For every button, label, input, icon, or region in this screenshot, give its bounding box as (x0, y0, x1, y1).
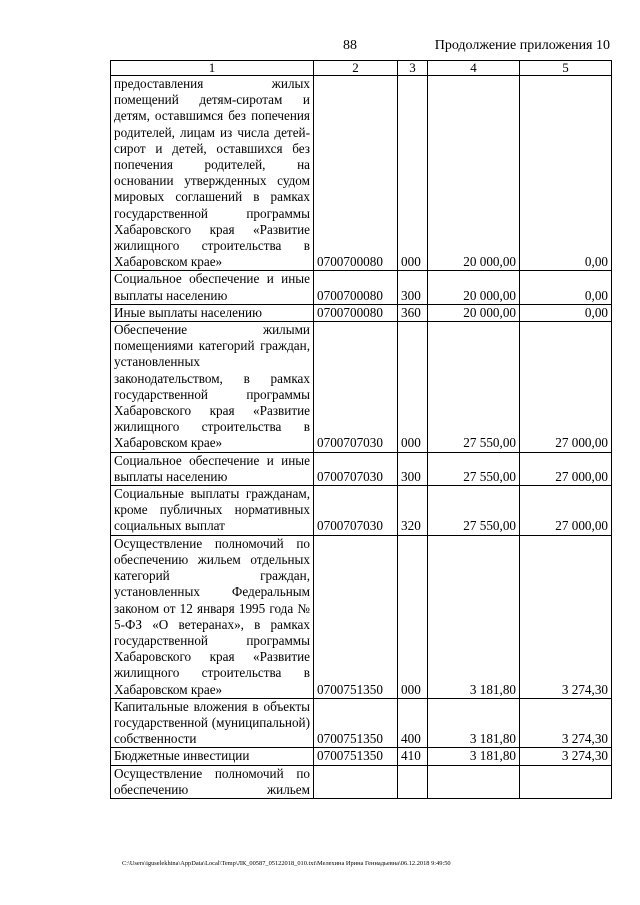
column-number-row (111, 61, 612, 76)
column-header: 4 (428, 61, 520, 76)
row-name: Осуществление полномочий по обеспечению жильем (111, 765, 314, 798)
amount-year-2: 0,00 (520, 304, 612, 321)
expense-type-code: 320 (398, 486, 428, 536)
budget-table (110, 60, 612, 799)
column-header: 5 (520, 61, 612, 76)
row-name: Социальное обеспечение и иные выплаты населению (111, 452, 314, 485)
page-number: 88 (343, 38, 357, 53)
row-name: Социальное обеспечение и иные выплаты населению (111, 271, 314, 304)
expense-type-code: 410 (398, 748, 428, 765)
row-name: Обеспечение жилыми помещениями категорий граждан, установленных законодательством, в рамках государственной программы Хабаровского края «Развитие жилищного строительства в Хабаровском крае» (111, 322, 314, 453)
amount-year-2: 0,00 (520, 271, 612, 304)
table-row (111, 486, 612, 536)
table-row (111, 304, 612, 321)
file-path-footer: C:\Users\iguselekhina\AppData\Local\Temp\ЛК_00587_05122018_010.txt\Мелехина Ирина Геннадьевна\06.12.2018 9:49:50 (122, 860, 451, 867)
expense-type-code: 400 (398, 698, 428, 748)
target-article-code: 0700751350 (314, 698, 398, 748)
target-article-code: 0700707030 (314, 322, 398, 453)
expense-type-code: 000 (398, 322, 428, 453)
amount-year-1: 27 550,00 (428, 452, 520, 485)
column-header: 1 (111, 61, 314, 76)
target-article-code: 0700700080 (314, 271, 398, 304)
row-name: Капитальные вложения в объекты государственной (муниципальной) собственности (111, 698, 314, 748)
amount-year-1: 20 000,00 (428, 271, 520, 304)
table-row (111, 748, 612, 765)
amount-year-2: 3 274,30 (520, 535, 612, 698)
amount-year-2: 27 000,00 (520, 322, 612, 453)
amount-year-1: 3 181,80 (428, 698, 520, 748)
amount-year-2: 27 000,00 (520, 452, 612, 485)
amount-year-1: 27 550,00 (428, 322, 520, 453)
column-header: 2 (314, 61, 398, 76)
table-row (111, 452, 612, 485)
target-article-code: 0700700080 (314, 76, 398, 271)
table-row (111, 271, 612, 304)
amount-year-2: 3 274,30 (520, 698, 612, 748)
target-article-code (314, 765, 398, 798)
target-article-code: 0700707030 (314, 486, 398, 536)
expense-type-code: 300 (398, 452, 428, 485)
target-article-code: 0700751350 (314, 535, 398, 698)
amount-year-1: 3 181,80 (428, 535, 520, 698)
amount-year-2 (520, 765, 612, 798)
target-article-code: 0700707030 (314, 452, 398, 485)
column-header: 3 (398, 61, 428, 76)
table-row (111, 76, 612, 271)
page-header (0, 38, 640, 56)
row-name: Бюджетные инвестиции (111, 748, 314, 765)
row-name: Иные выплаты населению (111, 304, 314, 321)
appendix-continuation-label: Продолжение приложения 10 (434, 38, 610, 53)
expense-type-code: 360 (398, 304, 428, 321)
table-row (111, 698, 612, 748)
target-article-code: 0700751350 (314, 748, 398, 765)
amount-year-2: 27 000,00 (520, 486, 612, 536)
amount-year-1: 20 000,00 (428, 76, 520, 271)
target-article-code: 0700700080 (314, 304, 398, 321)
table-row (111, 765, 612, 798)
expense-type-code: 000 (398, 535, 428, 698)
expense-type-code (398, 765, 428, 798)
amount-year-1: 27 550,00 (428, 486, 520, 536)
row-name: Социальные выплаты гражданам, кроме публичных нормативных социальных выплат (111, 486, 314, 536)
table-row (111, 322, 612, 453)
amount-year-1 (428, 765, 520, 798)
amount-year-2: 3 274,30 (520, 748, 612, 765)
row-name: Осуществление полномочий по обеспечению жильем отдельных категорий граждан, установленных Федеральным законом от 12 января 1995 года № 5-ФЗ «О ветеранах», в рамках государственной программы Хабаровского края «Развитие жилищного строительства в Хабаровском крае» (111, 535, 314, 698)
amount-year-1: 20 000,00 (428, 304, 520, 321)
row-name: предоставления жилых помещений детям-сиротам и детям, оставшимся без попечения родителей, лицам из числа детей-сирот и детей, оставшихся без попечения родителей, на основании утвержденных судом мировых соглашений в рамках государственной программы Хабаровского края «Развитие жилищного строительства в Хабаровском крае» (111, 76, 314, 271)
expense-type-code: 300 (398, 271, 428, 304)
expense-type-code: 000 (398, 76, 428, 271)
amount-year-2: 0,00 (520, 76, 612, 271)
amount-year-1: 3 181,80 (428, 748, 520, 765)
table-row (111, 535, 612, 698)
